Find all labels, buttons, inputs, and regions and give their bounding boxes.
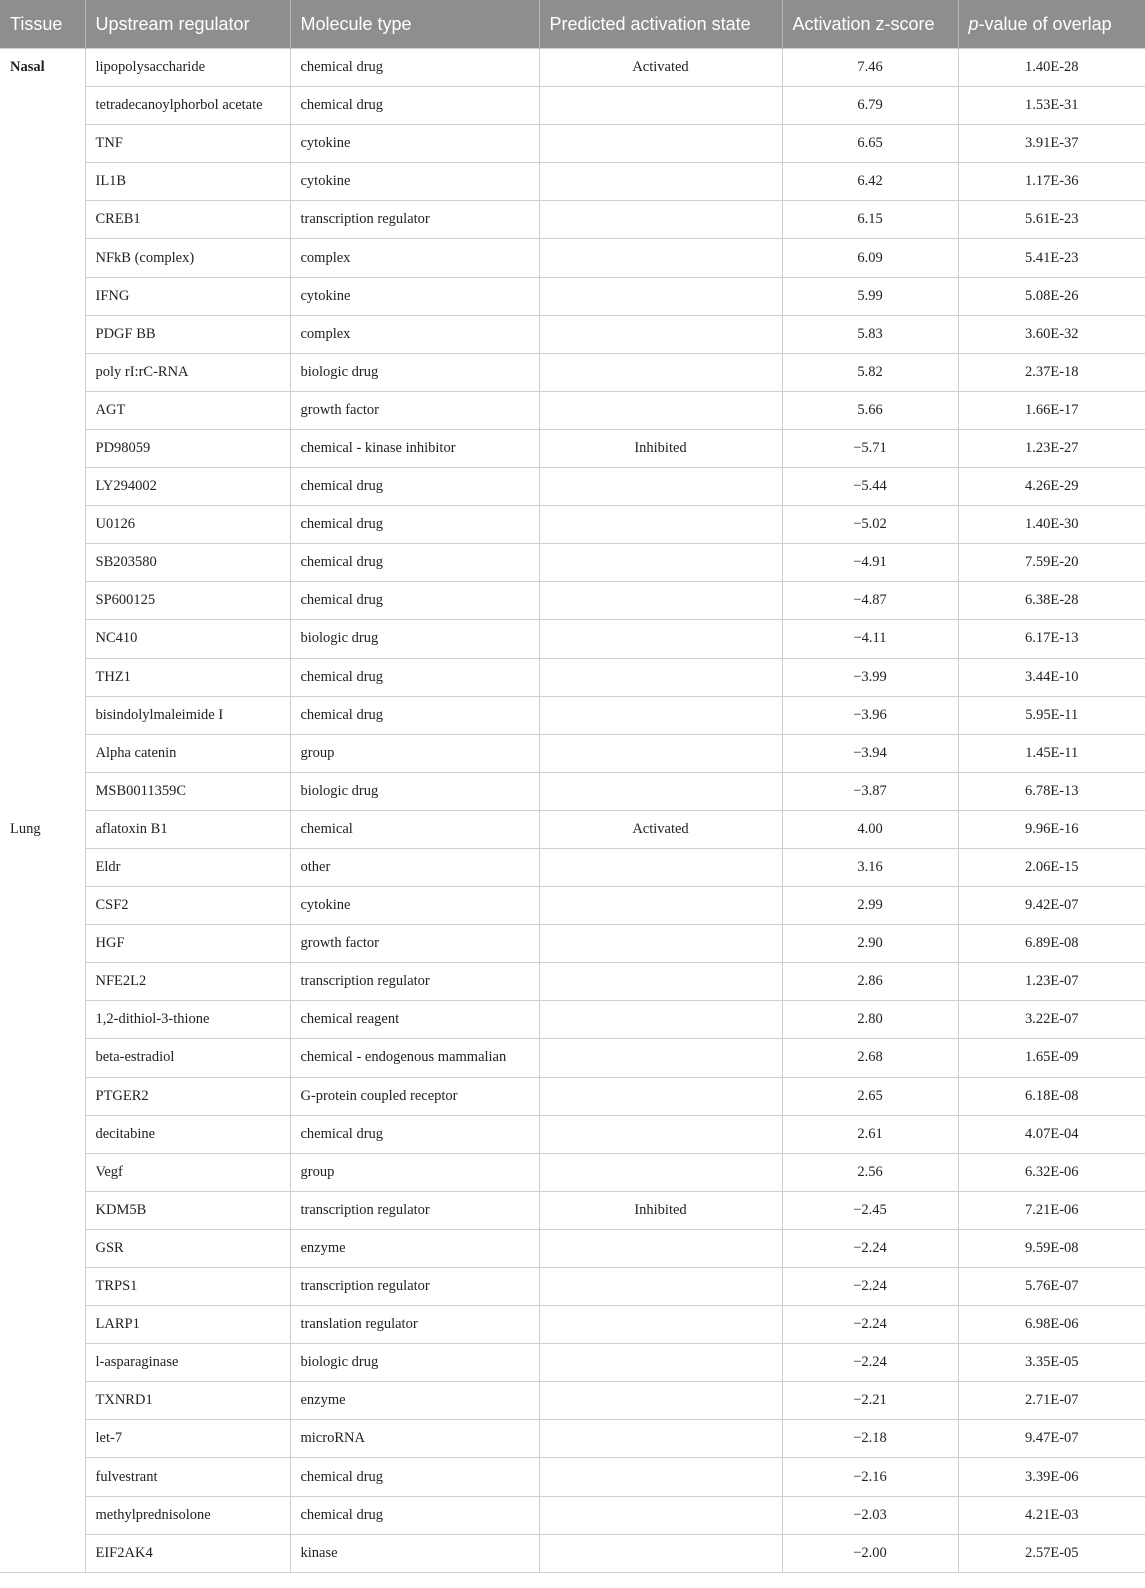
table-row: [0, 810, 1145, 848]
cell-tissue: [0, 848, 85, 886]
cell-zscore: 6.65: [782, 125, 958, 163]
cell-tissue: [0, 87, 85, 125]
cell-tissue: [0, 1344, 85, 1382]
cell-zscore: −2.24: [782, 1268, 958, 1306]
cell-zscore: 2.86: [782, 963, 958, 1001]
table-row: [0, 125, 1145, 163]
cell-tissue: [0, 125, 85, 163]
table-row: [0, 1306, 1145, 1344]
cell-zscore: 4.00: [782, 810, 958, 848]
cell-molecule-type: cytokine: [290, 277, 539, 315]
cell-predicted-state: [539, 468, 782, 506]
cell-predicted-state: [539, 1001, 782, 1039]
cell-molecule-type: growth factor: [290, 391, 539, 429]
cell-predicted-state: Inhibited: [539, 429, 782, 467]
cell-pvalue: 2.37E-18: [958, 353, 1145, 391]
table-row: [0, 1344, 1145, 1382]
cell-pvalue: 5.61E-23: [958, 201, 1145, 239]
cell-tissue: [0, 1306, 85, 1344]
cell-tissue: [0, 772, 85, 810]
cell-zscore: −2.00: [782, 1534, 958, 1572]
cell-predicted-state: [539, 1382, 782, 1420]
cell-upstream-regulator: NC410: [85, 620, 290, 658]
cell-molecule-type: chemical drug: [290, 582, 539, 620]
cell-upstream-regulator: IFNG: [85, 277, 290, 315]
cell-upstream-regulator: THZ1: [85, 658, 290, 696]
cell-zscore: 7.46: [782, 49, 958, 87]
cell-pvalue: 1.65E-09: [958, 1039, 1145, 1077]
cell-pvalue: 4.26E-29: [958, 468, 1145, 506]
table-row: [0, 163, 1145, 201]
cell-predicted-state: [539, 772, 782, 810]
cell-pvalue: 2.71E-07: [958, 1382, 1145, 1420]
table-row: [0, 1001, 1145, 1039]
cell-zscore: 2.65: [782, 1077, 958, 1115]
table-row: [0, 201, 1145, 239]
cell-upstream-regulator: Eldr: [85, 848, 290, 886]
cell-molecule-type: chemical drug: [290, 468, 539, 506]
cell-pvalue: 5.41E-23: [958, 239, 1145, 277]
cell-molecule-type: group: [290, 734, 539, 772]
cell-molecule-type: complex: [290, 315, 539, 353]
table-row: [0, 277, 1145, 315]
cell-zscore: −2.24: [782, 1344, 958, 1382]
cell-pvalue: 3.60E-32: [958, 315, 1145, 353]
cell-upstream-regulator: let-7: [85, 1420, 290, 1458]
cell-molecule-type: cytokine: [290, 125, 539, 163]
cell-pvalue: 1.53E-31: [958, 87, 1145, 125]
cell-molecule-type: enzyme: [290, 1382, 539, 1420]
table-header: [0, 0, 1145, 49]
cell-upstream-regulator: HGF: [85, 925, 290, 963]
cell-predicted-state: [539, 544, 782, 582]
table-row: [0, 772, 1145, 810]
cell-pvalue: 6.38E-28: [958, 582, 1145, 620]
cell-pvalue: 2.57E-05: [958, 1534, 1145, 1572]
cell-upstream-regulator: tetradecanoylphorbol acetate: [85, 87, 290, 125]
cell-predicted-state: [539, 848, 782, 886]
cell-zscore: 5.82: [782, 353, 958, 391]
cell-tissue: [0, 1077, 85, 1115]
cell-predicted-state: [539, 1039, 782, 1077]
cell-upstream-regulator: l-asparaginase: [85, 1344, 290, 1382]
cell-molecule-type: chemical drug: [290, 696, 539, 734]
cell-predicted-state: [539, 696, 782, 734]
table-row: [0, 49, 1145, 87]
cell-pvalue: 3.91E-37: [958, 125, 1145, 163]
cell-molecule-type: chemical drug: [290, 544, 539, 582]
cell-zscore: 5.99: [782, 277, 958, 315]
cell-tissue: [0, 1268, 85, 1306]
cell-tissue: [0, 429, 85, 467]
cell-molecule-type: chemical: [290, 810, 539, 848]
header-pvalue-italic: p: [968, 13, 979, 34]
table-row: [0, 353, 1145, 391]
cell-predicted-state: [539, 1268, 782, 1306]
cell-predicted-state: [539, 1496, 782, 1534]
cell-molecule-type: complex: [290, 239, 539, 277]
table-body: [0, 49, 1145, 1573]
cell-molecule-type: other: [290, 848, 539, 886]
cell-upstream-regulator: Alpha catenin: [85, 734, 290, 772]
cell-pvalue: 9.59E-08: [958, 1229, 1145, 1267]
cell-predicted-state: [539, 1077, 782, 1115]
cell-predicted-state: [539, 658, 782, 696]
cell-molecule-type: transcription regulator: [290, 963, 539, 1001]
cell-pvalue: 6.18E-08: [958, 1077, 1145, 1115]
cell-pvalue: 5.95E-11: [958, 696, 1145, 734]
cell-molecule-type: transcription regulator: [290, 1268, 539, 1306]
cell-tissue: [0, 1382, 85, 1420]
cell-molecule-type: group: [290, 1153, 539, 1191]
cell-predicted-state: [539, 353, 782, 391]
table-row: [0, 544, 1145, 582]
cell-tissue: [0, 277, 85, 315]
cell-zscore: −2.45: [782, 1191, 958, 1229]
table-row: [0, 1153, 1145, 1191]
cell-predicted-state: Inhibited: [539, 1191, 782, 1229]
cell-molecule-type: cytokine: [290, 163, 539, 201]
cell-upstream-regulator: KDM5B: [85, 1191, 290, 1229]
cell-pvalue: 6.89E-08: [958, 925, 1145, 963]
cell-molecule-type: chemical drug: [290, 1496, 539, 1534]
cell-zscore: −3.96: [782, 696, 958, 734]
cell-tissue: [0, 1534, 85, 1572]
cell-upstream-regulator: TNF: [85, 125, 290, 163]
cell-zscore: 2.68: [782, 1039, 958, 1077]
cell-molecule-type: G-protein coupled receptor: [290, 1077, 539, 1115]
cell-predicted-state: [539, 1229, 782, 1267]
cell-upstream-regulator: decitabine: [85, 1115, 290, 1153]
cell-upstream-regulator: NFE2L2: [85, 963, 290, 1001]
table-row: [0, 1115, 1145, 1153]
cell-pvalue: 3.22E-07: [958, 1001, 1145, 1039]
cell-tissue: [0, 315, 85, 353]
cell-pvalue: 6.32E-06: [958, 1153, 1145, 1191]
cell-zscore: 6.09: [782, 239, 958, 277]
cell-molecule-type: chemical - endogenous mammalian: [290, 1039, 539, 1077]
cell-pvalue: 1.23E-07: [958, 963, 1145, 1001]
cell-molecule-type: chemical drug: [290, 87, 539, 125]
cell-tissue: [0, 1496, 85, 1534]
cell-zscore: 2.99: [782, 887, 958, 925]
cell-upstream-regulator: PDGF BB: [85, 315, 290, 353]
header-pvalue-rest: -value of overlap: [978, 13, 1112, 34]
cell-zscore: 2.56: [782, 1153, 958, 1191]
cell-pvalue: 5.08E-26: [958, 277, 1145, 315]
header-molecule-type: Molecule type: [290, 0, 539, 49]
cell-zscore: 5.66: [782, 391, 958, 429]
cell-upstream-regulator: GSR: [85, 1229, 290, 1267]
cell-tissue: Lung: [0, 810, 85, 848]
cell-tissue: Nasal: [0, 49, 85, 87]
table-row: [0, 239, 1145, 277]
cell-predicted-state: Activated: [539, 810, 782, 848]
cell-tissue: [0, 544, 85, 582]
cell-tissue: [0, 1153, 85, 1191]
cell-upstream-regulator: methylprednisolone: [85, 1496, 290, 1534]
cell-predicted-state: [539, 1420, 782, 1458]
cell-zscore: −2.18: [782, 1420, 958, 1458]
cell-zscore: −2.24: [782, 1306, 958, 1344]
cell-predicted-state: [539, 887, 782, 925]
table-row: [0, 734, 1145, 772]
table-row: [0, 429, 1145, 467]
cell-zscore: −2.16: [782, 1458, 958, 1496]
table-row: [0, 506, 1145, 544]
cell-upstream-regulator: PTGER2: [85, 1077, 290, 1115]
table-row: [0, 1534, 1145, 1572]
table-row: [0, 963, 1145, 1001]
cell-upstream-regulator: LARP1: [85, 1306, 290, 1344]
cell-predicted-state: Activated: [539, 49, 782, 87]
cell-tissue: [0, 620, 85, 658]
header-upstream-regulator: Upstream regulator: [85, 0, 290, 49]
cell-predicted-state: [539, 125, 782, 163]
cell-tissue: [0, 887, 85, 925]
cell-pvalue: 9.96E-16: [958, 810, 1145, 848]
table-row: [0, 87, 1145, 125]
cell-pvalue: 9.42E-07: [958, 887, 1145, 925]
cell-predicted-state: [539, 1534, 782, 1572]
cell-tissue: [0, 201, 85, 239]
cell-molecule-type: growth factor: [290, 925, 539, 963]
cell-upstream-regulator: PD98059: [85, 429, 290, 467]
cell-pvalue: 1.40E-28: [958, 49, 1145, 87]
header-pvalue: [958, 0, 1145, 49]
cell-predicted-state: [539, 163, 782, 201]
cell-pvalue: 1.66E-17: [958, 391, 1145, 429]
cell-upstream-regulator: Vegf: [85, 1153, 290, 1191]
cell-predicted-state: [539, 620, 782, 658]
cell-molecule-type: biologic drug: [290, 620, 539, 658]
cell-zscore: −4.87: [782, 582, 958, 620]
table-row: [0, 620, 1145, 658]
cell-pvalue: 9.47E-07: [958, 1420, 1145, 1458]
cell-pvalue: 7.21E-06: [958, 1191, 1145, 1229]
cell-tissue: [0, 1458, 85, 1496]
cell-molecule-type: chemical - kinase inhibitor: [290, 429, 539, 467]
cell-upstream-regulator: SP600125: [85, 582, 290, 620]
table-row: [0, 1039, 1145, 1077]
cell-molecule-type: cytokine: [290, 887, 539, 925]
cell-molecule-type: chemical drug: [290, 49, 539, 87]
cell-zscore: −4.11: [782, 620, 958, 658]
cell-tissue: [0, 1191, 85, 1229]
cell-pvalue: 6.98E-06: [958, 1306, 1145, 1344]
table-row: [0, 696, 1145, 734]
cell-zscore: −5.02: [782, 506, 958, 544]
table-row: [0, 315, 1145, 353]
cell-predicted-state: [539, 315, 782, 353]
cell-predicted-state: [539, 201, 782, 239]
cell-zscore: −3.99: [782, 658, 958, 696]
cell-upstream-regulator: bisindolylmaleimide I: [85, 696, 290, 734]
cell-zscore: −2.24: [782, 1229, 958, 1267]
cell-molecule-type: chemical drug: [290, 506, 539, 544]
cell-molecule-type: chemical drug: [290, 1458, 539, 1496]
cell-pvalue: 4.21E-03: [958, 1496, 1145, 1534]
cell-zscore: −4.91: [782, 544, 958, 582]
cell-molecule-type: chemical drug: [290, 658, 539, 696]
cell-predicted-state: [539, 582, 782, 620]
cell-upstream-regulator: SB203580: [85, 544, 290, 582]
cell-tissue: [0, 696, 85, 734]
header-predicted-activation-state: Predicted activation state: [539, 0, 782, 49]
table-row: [0, 1077, 1145, 1115]
header-row: [0, 0, 1145, 49]
cell-tissue: [0, 658, 85, 696]
cell-molecule-type: microRNA: [290, 1420, 539, 1458]
cell-molecule-type: biologic drug: [290, 353, 539, 391]
cell-upstream-regulator: 1,2-dithiol-3-thione: [85, 1001, 290, 1039]
cell-molecule-type: transcription regulator: [290, 201, 539, 239]
cell-predicted-state: [539, 391, 782, 429]
cell-predicted-state: [539, 1306, 782, 1344]
table-row: [0, 658, 1145, 696]
table-row: [0, 468, 1145, 506]
cell-pvalue: 1.40E-30: [958, 506, 1145, 544]
table-row: [0, 925, 1145, 963]
cell-molecule-type: kinase: [290, 1534, 539, 1572]
cell-pvalue: 2.06E-15: [958, 848, 1145, 886]
cell-zscore: −2.03: [782, 1496, 958, 1534]
cell-predicted-state: [539, 506, 782, 544]
cell-upstream-regulator: TRPS1: [85, 1268, 290, 1306]
cell-zscore: 5.83: [782, 315, 958, 353]
header-activation-zscore: Activation z-score: [782, 0, 958, 49]
cell-tissue: [0, 1420, 85, 1458]
cell-pvalue: 6.17E-13: [958, 620, 1145, 658]
cell-pvalue: 3.39E-06: [958, 1458, 1145, 1496]
header-tissue: Tissue: [0, 0, 85, 49]
cell-predicted-state: [539, 239, 782, 277]
cell-zscore: 6.15: [782, 201, 958, 239]
cell-tissue: [0, 353, 85, 391]
table-row: [0, 848, 1145, 886]
cell-zscore: −5.44: [782, 468, 958, 506]
cell-zscore: −3.87: [782, 772, 958, 810]
cell-upstream-regulator: fulvestrant: [85, 1458, 290, 1496]
cell-upstream-regulator: MSB0011359C: [85, 772, 290, 810]
cell-upstream-regulator: AGT: [85, 391, 290, 429]
table-row: [0, 1191, 1145, 1229]
cell-molecule-type: translation regulator: [290, 1306, 539, 1344]
table-row: [0, 1420, 1145, 1458]
cell-predicted-state: [539, 1344, 782, 1382]
cell-tissue: [0, 1001, 85, 1039]
table-row: [0, 1268, 1145, 1306]
cell-zscore: −2.21: [782, 1382, 958, 1420]
cell-upstream-regulator: beta-estradiol: [85, 1039, 290, 1077]
cell-predicted-state: [539, 277, 782, 315]
cell-upstream-regulator: U0126: [85, 506, 290, 544]
cell-tissue: [0, 734, 85, 772]
table-row: [0, 582, 1145, 620]
cell-molecule-type: chemical reagent: [290, 1001, 539, 1039]
cell-zscore: 2.61: [782, 1115, 958, 1153]
cell-tissue: [0, 582, 85, 620]
cell-molecule-type: transcription regulator: [290, 1191, 539, 1229]
cell-tissue: [0, 391, 85, 429]
cell-upstream-regulator: CSF2: [85, 887, 290, 925]
cell-predicted-state: [539, 734, 782, 772]
cell-pvalue: 7.59E-20: [958, 544, 1145, 582]
table-row: [0, 1458, 1145, 1496]
cell-molecule-type: biologic drug: [290, 1344, 539, 1382]
cell-tissue: [0, 1229, 85, 1267]
cell-pvalue: 5.76E-07: [958, 1268, 1145, 1306]
table-row: [0, 1382, 1145, 1420]
table-row: [0, 1229, 1145, 1267]
cell-upstream-regulator: EIF2AK4: [85, 1534, 290, 1572]
cell-pvalue: 3.35E-05: [958, 1344, 1145, 1382]
cell-molecule-type: chemical drug: [290, 1115, 539, 1153]
cell-upstream-regulator: poly rI:rC-RNA: [85, 353, 290, 391]
table-row: [0, 1496, 1145, 1534]
cell-tissue: [0, 506, 85, 544]
cell-predicted-state: [539, 1115, 782, 1153]
cell-tissue: [0, 925, 85, 963]
cell-upstream-regulator: TXNRD1: [85, 1382, 290, 1420]
cell-pvalue: 6.78E-13: [958, 772, 1145, 810]
cell-predicted-state: [539, 1153, 782, 1191]
cell-pvalue: 1.17E-36: [958, 163, 1145, 201]
cell-predicted-state: [539, 963, 782, 1001]
cell-predicted-state: [539, 87, 782, 125]
cell-pvalue: 1.23E-27: [958, 429, 1145, 467]
cell-zscore: 6.79: [782, 87, 958, 125]
cell-pvalue: 3.44E-10: [958, 658, 1145, 696]
cell-zscore: −3.94: [782, 734, 958, 772]
cell-zscore: 2.90: [782, 925, 958, 963]
cell-tissue: [0, 1039, 85, 1077]
cell-molecule-type: enzyme: [290, 1229, 539, 1267]
cell-predicted-state: [539, 1458, 782, 1496]
cell-upstream-regulator: IL1B: [85, 163, 290, 201]
cell-upstream-regulator: aflatoxin B1: [85, 810, 290, 848]
table-row: [0, 887, 1145, 925]
cell-tissue: [0, 239, 85, 277]
cell-upstream-regulator: CREB1: [85, 201, 290, 239]
cell-tissue: [0, 468, 85, 506]
cell-zscore: −5.71: [782, 429, 958, 467]
cell-tissue: [0, 163, 85, 201]
cell-upstream-regulator: lipopolysaccharide: [85, 49, 290, 87]
cell-pvalue: 1.45E-11: [958, 734, 1145, 772]
cell-tissue: [0, 963, 85, 1001]
table-row: [0, 391, 1145, 429]
cell-upstream-regulator: NFkB (complex): [85, 239, 290, 277]
cell-zscore: 3.16: [782, 848, 958, 886]
cell-tissue: [0, 1115, 85, 1153]
cell-predicted-state: [539, 925, 782, 963]
cell-molecule-type: biologic drug: [290, 772, 539, 810]
cell-upstream-regulator: LY294002: [85, 468, 290, 506]
cell-zscore: 6.42: [782, 163, 958, 201]
cell-pvalue: 4.07E-04: [958, 1115, 1145, 1153]
cell-zscore: 2.80: [782, 1001, 958, 1039]
